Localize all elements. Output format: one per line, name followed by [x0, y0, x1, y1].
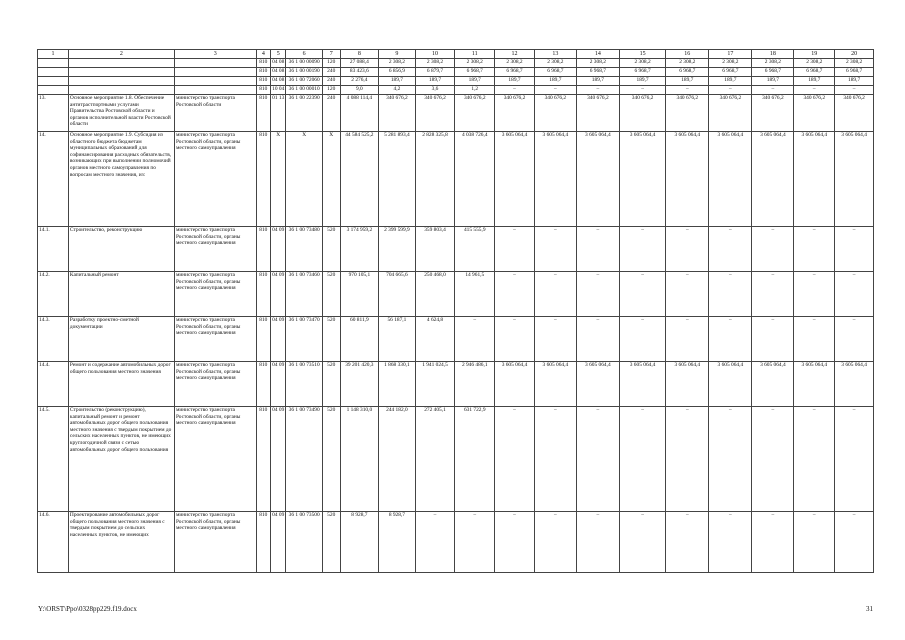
col-header: 18	[752, 50, 794, 59]
col-header: 2	[68, 50, 174, 59]
executor	[174, 77, 256, 86]
year-amount-12: –	[835, 407, 874, 512]
year-amount-7: –	[619, 227, 665, 272]
section-code: X	[271, 132, 286, 227]
grbs-code: 810	[256, 272, 270, 317]
col-header: 13	[534, 50, 576, 59]
section-code: 04 08	[271, 77, 286, 86]
year-amount-4: –	[495, 272, 535, 317]
total-amount: 27 088,4	[340, 59, 379, 68]
year-amount-11: –	[794, 512, 835, 573]
year-amount-3: 2 308,2	[455, 59, 495, 68]
year-amount-12: 3 605 064,4	[835, 362, 874, 407]
grbs-code: 810	[256, 227, 270, 272]
col-header: 17	[709, 50, 752, 59]
section-code: 04 09	[271, 512, 286, 573]
year-amount-8: 6 968,7	[666, 68, 709, 77]
year-amount-9: 2 308,2	[709, 59, 752, 68]
expense-type-code: 520	[322, 227, 340, 272]
year-amount-11: –	[794, 407, 835, 512]
col-header: 16	[666, 50, 709, 59]
year-amount-6: –	[576, 512, 619, 573]
expense-type-code: 520	[322, 407, 340, 512]
target-article-code: 36 1 00 73510	[286, 362, 322, 407]
grbs-code: 810	[256, 132, 270, 227]
year-amount-12: 340 676,2	[835, 95, 874, 132]
measure-name: Основное мероприятие 1.8. Обеспечение антитрастпортными услугами Правительства Ростовской области и органов исполнительной власти Ростовской области	[68, 95, 174, 132]
year-amount-4: 3 605 064,4	[495, 132, 535, 227]
year-amount-12: –	[835, 317, 874, 362]
section-code: 04 09	[271, 362, 286, 407]
year-amount-6: –	[576, 317, 619, 362]
year-amount-2: 250 468,0	[415, 272, 455, 317]
year-amount-9: –	[709, 86, 752, 95]
year-amount-8: –	[666, 86, 709, 95]
row-number: 14.1.	[38, 227, 69, 272]
year-amount-11: –	[794, 86, 835, 95]
year-amount-11: –	[794, 227, 835, 272]
year-amount-4: –	[495, 317, 535, 362]
year-amount-1: 2 399 599,9	[379, 227, 415, 272]
target-article-code: 36 1 00 73490	[286, 407, 322, 512]
executor	[174, 86, 256, 95]
measure-name: Капитальный ремонт	[68, 272, 174, 317]
expense-type-code: X	[322, 132, 340, 227]
column-number-row	[38, 50, 874, 59]
year-amount-11: –	[794, 272, 835, 317]
year-amount-9: –	[709, 272, 752, 317]
year-amount-7: 3 605 064,4	[619, 132, 665, 227]
year-amount-6: –	[576, 227, 619, 272]
year-amount-7: –	[619, 86, 665, 95]
year-amount-7: –	[619, 317, 665, 362]
grbs-code: 810	[256, 59, 270, 68]
row-number: 14.3.	[38, 317, 69, 362]
year-amount-5: –	[534, 317, 576, 362]
measure-name	[68, 77, 174, 86]
table-row	[38, 68, 874, 77]
measure-name	[68, 86, 174, 95]
year-amount-7: 340 676,2	[619, 95, 665, 132]
col-header: 20	[835, 50, 874, 59]
year-amount-3: –	[455, 317, 495, 362]
executor	[174, 68, 256, 77]
year-amount-9: 189,7	[709, 77, 752, 86]
year-amount-2: 359 803,4	[415, 227, 455, 272]
year-amount-6: 3 605 064,4	[576, 362, 619, 407]
year-amount-3: –	[455, 512, 495, 573]
table-row	[38, 95, 874, 132]
year-amount-12: 3 605 064,4	[835, 132, 874, 227]
year-amount-4: –	[495, 407, 535, 512]
executor: министерство транспорта Ростовской области, органы местного самоуправления	[174, 317, 256, 362]
measure-name: Проектирование автомобильных дорог общего пользования местного значения с твердым покрытием до сельских населенных пунктов, не имеющих	[68, 512, 174, 573]
expense-type-code: 520	[322, 317, 340, 362]
section-code: 04 09	[271, 227, 286, 272]
executor: министерство транспорта Ростовской области, органы местного самоуправления	[174, 407, 256, 512]
year-amount-2: 4 624,8	[415, 317, 455, 362]
measure-name: Ремонт и содержание автомобильных дорог общего пользования местного значения	[68, 362, 174, 407]
measure-name	[68, 68, 174, 77]
table-row	[38, 407, 874, 512]
year-amount-3: 1,2	[455, 86, 495, 95]
year-amount-6: 340 676,2	[576, 95, 619, 132]
year-amount-5: –	[534, 227, 576, 272]
year-amount-8: 189,7	[666, 77, 709, 86]
target-article-code: 36 1 00 00090	[286, 59, 322, 68]
year-amount-1: 2 308,2	[379, 59, 415, 68]
year-amount-6: –	[576, 86, 619, 95]
year-amount-2: 6 879,7	[415, 68, 455, 77]
year-amount-4: –	[495, 86, 535, 95]
year-amount-6: –	[576, 407, 619, 512]
row-number: 14.5.	[38, 407, 69, 512]
year-amount-2: 2 828 325,8	[415, 132, 455, 227]
executor	[174, 59, 256, 68]
executor: министерство транспорта Ростовской области	[174, 95, 256, 132]
year-amount-7: 6 968,7	[619, 68, 665, 77]
expense-type-code: 520	[322, 272, 340, 317]
col-header: 19	[794, 50, 835, 59]
col-header: 1	[38, 50, 69, 59]
row-number	[38, 68, 69, 77]
col-header: 9	[379, 50, 415, 59]
table-row	[38, 227, 874, 272]
year-amount-7: –	[619, 272, 665, 317]
col-header: 10	[415, 50, 455, 59]
year-amount-11: –	[794, 317, 835, 362]
expense-type-code: 240	[322, 68, 340, 77]
year-amount-5: 6 968,7	[534, 68, 576, 77]
executor: министерство транспорта Ростовской области, органы местного самоуправления	[174, 512, 256, 573]
year-amount-1: 189,7	[379, 77, 415, 86]
col-header: 14	[576, 50, 619, 59]
table-row	[38, 77, 874, 86]
year-amount-10: –	[752, 407, 794, 512]
target-article-code: 36 1 00 73480	[286, 227, 322, 272]
year-amount-8: 2 308,2	[666, 59, 709, 68]
total-amount: 39 201 420,3	[340, 362, 379, 407]
year-amount-11: 3 605 064,4	[794, 132, 835, 227]
table-row	[38, 132, 874, 227]
executor: министерство транспорта Ростовской области, органы местного самоуправления	[174, 272, 256, 317]
year-amount-1: 340 676,2	[379, 95, 415, 132]
year-amount-11: 189,7	[794, 77, 835, 86]
target-article-code: 36 1 00 00010	[286, 86, 322, 95]
year-amount-3: 415 555,9	[455, 227, 495, 272]
col-header: 3	[174, 50, 256, 59]
year-amount-5: –	[534, 512, 576, 573]
year-amount-5: 3 605 064,4	[534, 362, 576, 407]
col-header: 15	[619, 50, 665, 59]
grbs-code: 810	[256, 407, 270, 512]
total-amount: 1 148 310,0	[340, 407, 379, 512]
year-amount-12: 189,7	[835, 77, 874, 86]
table-row	[38, 272, 874, 317]
expense-type-code: 520	[322, 512, 340, 573]
year-amount-1: 1 868 330,1	[379, 362, 415, 407]
year-amount-2: 189,7	[415, 77, 455, 86]
year-amount-11: 6 968,7	[794, 68, 835, 77]
year-amount-4: –	[495, 227, 535, 272]
total-amount: 83 423,6	[340, 68, 379, 77]
target-article-code: 36 1 00 73470	[286, 317, 322, 362]
year-amount-1: 56 187,1	[379, 317, 415, 362]
measure-name: Разработку проектно-сметной документации	[68, 317, 174, 362]
measure-name	[68, 59, 174, 68]
expense-type-code: 520	[322, 362, 340, 407]
year-amount-10: 340 676,2	[752, 95, 794, 132]
year-amount-1: 244 182,0	[379, 407, 415, 512]
year-amount-5: –	[534, 407, 576, 512]
year-amount-3: 631 722,9	[455, 407, 495, 512]
expense-type-code: 240	[322, 95, 340, 132]
row-number	[38, 86, 69, 95]
budget-table	[37, 49, 874, 573]
year-amount-2: 272 405,1	[415, 407, 455, 512]
measure-name: Строительство, реконструкцию	[68, 227, 174, 272]
grbs-code: 810	[256, 362, 270, 407]
year-amount-9: –	[709, 512, 752, 573]
col-header: 6	[286, 50, 322, 59]
target-article-code: 36 1 00 73460	[286, 272, 322, 317]
year-amount-2: –	[415, 512, 455, 573]
year-amount-12: –	[835, 512, 874, 573]
year-amount-12: 6 968,7	[835, 68, 874, 77]
year-amount-10: –	[752, 86, 794, 95]
grbs-code: 810	[256, 77, 270, 86]
target-article-code: X	[286, 132, 322, 227]
year-amount-11: 340 676,2	[794, 95, 835, 132]
year-amount-10: –	[752, 227, 794, 272]
grbs-code: 810	[256, 317, 270, 362]
target-article-code: 36 1 00 00190	[286, 68, 322, 77]
year-amount-5: –	[534, 272, 576, 317]
row-number: 14.2.	[38, 272, 69, 317]
grbs-code: 810	[256, 512, 270, 573]
total-amount: 2 276,4	[340, 77, 379, 86]
total-amount: 9,0	[340, 86, 379, 95]
footer-file-path: Y:\ORST\Ppo\0328pp229.f19.docx	[38, 605, 137, 613]
expense-type-code: 120	[322, 59, 340, 68]
year-amount-9: 340 676,2	[709, 95, 752, 132]
table-row	[38, 86, 874, 95]
year-amount-6: 6 968,7	[576, 68, 619, 77]
year-amount-10: 3 605 064,4	[752, 362, 794, 407]
table-row	[38, 59, 874, 68]
year-amount-2: 1 941 024,5	[415, 362, 455, 407]
year-amount-8: 340 676,2	[666, 95, 709, 132]
year-amount-4: 2 308,2	[495, 59, 535, 68]
table-row	[38, 512, 874, 573]
col-header: 11	[455, 50, 495, 59]
executor: министерство транспорта Ростовской области, органы местного самоуправления	[174, 362, 256, 407]
year-amount-6: 2 308,2	[576, 59, 619, 68]
year-amount-4: 6 968,7	[495, 68, 535, 77]
year-amount-9: –	[709, 227, 752, 272]
total-amount: 60 811,9	[340, 317, 379, 362]
year-amount-8: –	[666, 407, 709, 512]
section-code: 04 08	[271, 68, 286, 77]
row-number	[38, 77, 69, 86]
year-amount-1: 6 856,9	[379, 68, 415, 77]
col-header: 4	[256, 50, 270, 59]
year-amount-8: 3 605 064,4	[666, 132, 709, 227]
year-amount-10: 3 605 064,4	[752, 132, 794, 227]
total-amount: 44 584 525,2	[340, 132, 379, 227]
year-amount-10: –	[752, 317, 794, 362]
year-amount-12: –	[835, 272, 874, 317]
page-number: 31	[866, 605, 873, 613]
year-amount-3: 14 961,5	[455, 272, 495, 317]
year-amount-7: 2 308,2	[619, 59, 665, 68]
col-header: 8	[340, 50, 379, 59]
section-code: 10 04	[271, 86, 286, 95]
year-amount-3: 6 968,7	[455, 68, 495, 77]
section-code: 04 08	[271, 59, 286, 68]
year-amount-6: 189,7	[576, 77, 619, 86]
executor: министерство транспорта Ростовской области, органы местного самоуправления	[174, 132, 256, 227]
measure-name: Основное мероприятие 1.9. Субсидия из областного бюджета бюджетам муниципальных образований для софинансирования расходных обязательств, возникающих при выполнении полномочий органов местного самоуправления по вопросам местного значения, из:	[68, 132, 174, 227]
expense-type-code: 240	[322, 77, 340, 86]
year-amount-7: 3 605 064,4	[619, 362, 665, 407]
grbs-code: 810	[256, 86, 270, 95]
year-amount-10: 2 308,2	[752, 59, 794, 68]
total-amount: 970 105,1	[340, 272, 379, 317]
year-amount-3: 4 038 726,4	[455, 132, 495, 227]
year-amount-9: 3 605 064,4	[709, 362, 752, 407]
measure-name: Строительство (реконструкцию), капитальный ремонт и ремонт автомобильных дорог общего пользования местного значения с твердым покрытием до сельских населенных пунктов, не имеющих круглогодичной связи с сетью автомобильных дорог общего пользования	[68, 407, 174, 512]
year-amount-9: –	[709, 407, 752, 512]
total-amount: 3 174 959,2	[340, 227, 379, 272]
total-amount: 8 928,7	[340, 512, 379, 573]
year-amount-8: –	[666, 227, 709, 272]
row-number: 14.	[38, 132, 69, 227]
year-amount-3: 189,7	[455, 77, 495, 86]
year-amount-1: 5 281 893,4	[379, 132, 415, 227]
year-amount-8: 3 605 064,4	[666, 362, 709, 407]
table-row	[38, 317, 874, 362]
section-code: 04 09	[271, 317, 286, 362]
year-amount-4: 3 605 064,4	[495, 362, 535, 407]
section-code: 04 09	[271, 272, 286, 317]
row-number	[38, 59, 69, 68]
year-amount-5: 340 676,2	[534, 95, 576, 132]
year-amount-1: 704 665,6	[379, 272, 415, 317]
year-amount-2: 340 676,2	[415, 95, 455, 132]
col-header: 12	[495, 50, 535, 59]
year-amount-11: 2 308,2	[794, 59, 835, 68]
year-amount-4: –	[495, 512, 535, 573]
document-page	[37, 49, 874, 573]
year-amount-12: –	[835, 227, 874, 272]
year-amount-5: 2 308,2	[534, 59, 576, 68]
col-header: 5	[271, 50, 286, 59]
grbs-code: 810	[256, 95, 270, 132]
row-number: 14.4.	[38, 362, 69, 407]
year-amount-4: 189,7	[495, 77, 535, 86]
year-amount-4: 340 676,2	[495, 95, 535, 132]
year-amount-3: 2 946 486,1	[455, 362, 495, 407]
year-amount-11: 3 605 064,4	[794, 362, 835, 407]
year-amount-7: –	[619, 407, 665, 512]
year-amount-10: –	[752, 272, 794, 317]
year-amount-9: –	[709, 317, 752, 362]
year-amount-10: –	[752, 512, 794, 573]
year-amount-9: 6 968,7	[709, 68, 752, 77]
total-amount: 4 088 114,4	[340, 95, 379, 132]
year-amount-9: 3 605 064,4	[709, 132, 752, 227]
col-header: 7	[322, 50, 340, 59]
target-article-code: 36 1 00 73500	[286, 512, 322, 573]
year-amount-5: 3 605 064,4	[534, 132, 576, 227]
year-amount-2: 3,6	[415, 86, 455, 95]
expense-type-code: 120	[322, 86, 340, 95]
year-amount-6: 3 605 064,4	[576, 132, 619, 227]
year-amount-2: 2 308,2	[415, 59, 455, 68]
row-number: 14.6.	[38, 512, 69, 573]
row-number: 13.	[38, 95, 69, 132]
year-amount-6: –	[576, 272, 619, 317]
year-amount-3: 340 676,2	[455, 95, 495, 132]
year-amount-7: 189,7	[619, 77, 665, 86]
year-amount-8: –	[666, 272, 709, 317]
year-amount-1: 8 928,7	[379, 512, 415, 573]
target-article-code: 36 1 00 72060	[286, 77, 322, 86]
year-amount-1: 4,2	[379, 86, 415, 95]
target-article-code: 36 1 00 22390	[286, 95, 322, 132]
year-amount-12: –	[835, 86, 874, 95]
year-amount-8: –	[666, 512, 709, 573]
year-amount-7: –	[619, 512, 665, 573]
year-amount-10: 6 968,7	[752, 68, 794, 77]
year-amount-5: –	[534, 86, 576, 95]
section-code: 04 09	[271, 407, 286, 512]
executor: министерство транспорта Ростовской области, органы местного самоуправления	[174, 227, 256, 272]
table-row	[38, 362, 874, 407]
year-amount-12: 2 308,2	[835, 59, 874, 68]
section-code: 01 13	[271, 95, 286, 132]
grbs-code: 810	[256, 68, 270, 77]
year-amount-10: 189,7	[752, 77, 794, 86]
year-amount-5: 189,7	[534, 77, 576, 86]
year-amount-8: –	[666, 317, 709, 362]
